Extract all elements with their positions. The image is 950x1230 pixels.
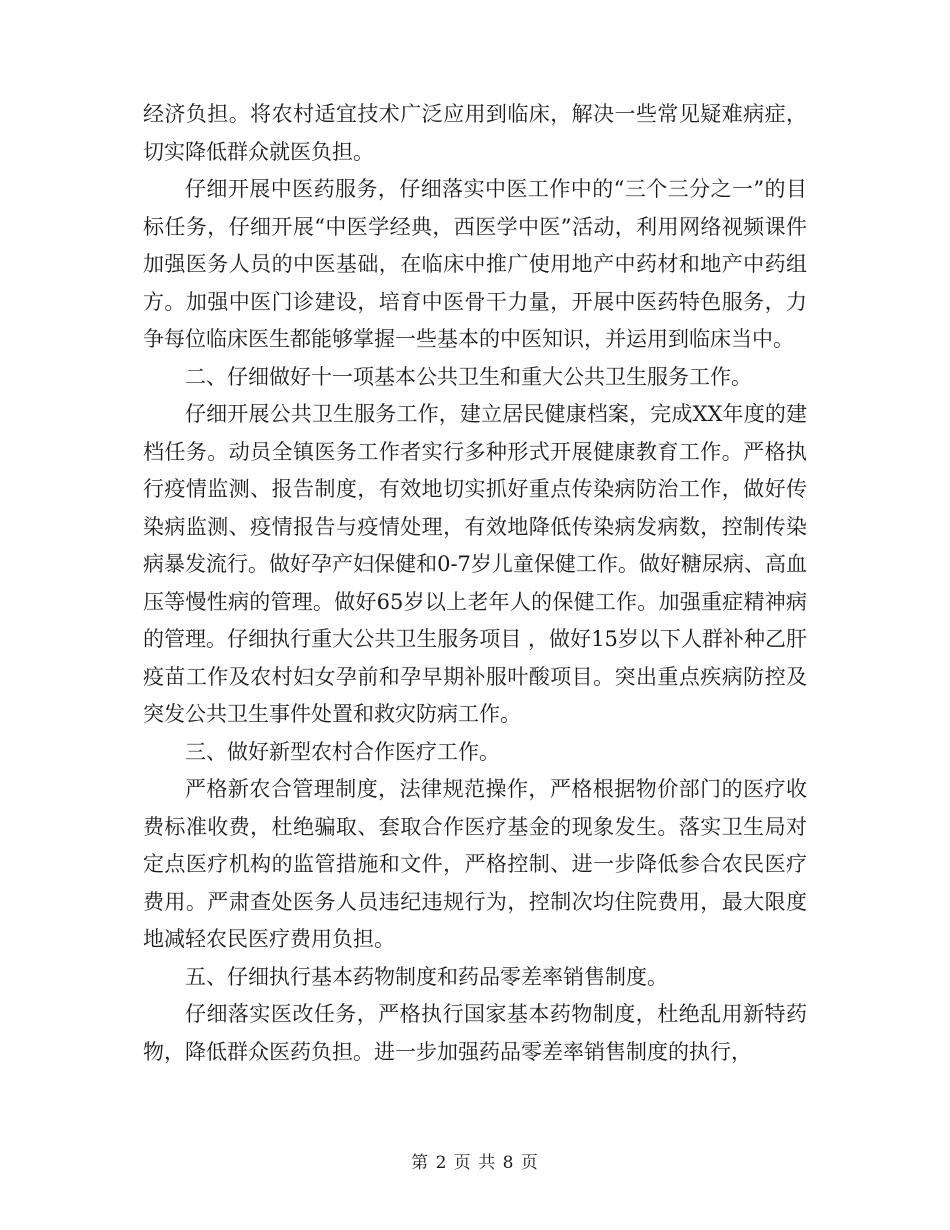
page-number: 第 2 页 共 8 页: [411, 1153, 539, 1173]
paragraph-rural-cooperative: 严格新农合管理制度，法律规范操作，严格根据物价部门的医疗收费标准收费，杜绝骗取、套取合作医疗基金的现象发生。落实卫生局对定点医疗机构的监管措施和文件，严格控制、进一步降低参合农民医疗费用。严肃查处医务人员违纪违规行为，控制次均住院费用，最大限度地减轻农民医疗费用负担。: [143, 777, 807, 951]
paragraph-public-health: 仔细开展公共卫生服务工作，建立居民健康档案，完成XX年度的建档任务。动员全镇医务工作者实行多种形式开展健康教育工作。严格执行疫情监测、报告制度，有效地切实抓好重点传染病防治工作，做好传染病监测、疫情报告与疫情处理，有效地降低传染病发病数，控制传染病暴发流行。做好孕产妇保健和0-7岁儿童保健工作。做好糖尿病、高血压等慢性病的管理。做好65岁以上老年人的保健工作。加强重症精神病的管理。仔细执行重大公共卫生服务项目 ，做好15岁以下人群补种乙肝疫苗工作及农村妇女孕前和孕早期补服叶酸项目。突出重点疾病防控及突发公共卫生事件处置和救灾防病工作。: [143, 402, 807, 726]
paragraph-continuation: 经济负担。将农村适宜技术广泛应用到临床，解决一些常见疑难病症，切实降低群众就医负担。: [143, 102, 807, 164]
paragraph-essential-drugs: 仔细落实医改任务，严格执行国家基本药物制度，杜绝乱用新特药物，降低群众医药负担。进一步加强药品零差率销售制度的执行，: [143, 1002, 807, 1064]
document-body: [143, 96, 807, 1071]
section-heading-public-health: 二、仔细做好十一项基本公共卫生和重大公共卫生服务工作。: [185, 364, 752, 389]
section-heading-rural-cooperative: 三、做好新型农村合作医疗工作。: [185, 739, 500, 764]
paragraph-tcm-services: 仔细开展中医药服务，仔细落实中医工作中的“三个三分之一”的目标任务，仔细开展“中医学经典，西医学中医”活动，利用网络视频课件加强医务人员的中医基础，在临床中推广使用地产中药材和地产中药组方。加强中医门诊建设，培育中医骨干力量，开展中医药特色服务，力争每位临床医生都能够掌握一些基本的中医知识，并运用到临床当中。: [143, 177, 807, 351]
section-heading-essential-drugs: 五、仔细执行基本药物制度和药品零差率销售制度。: [185, 964, 668, 989]
